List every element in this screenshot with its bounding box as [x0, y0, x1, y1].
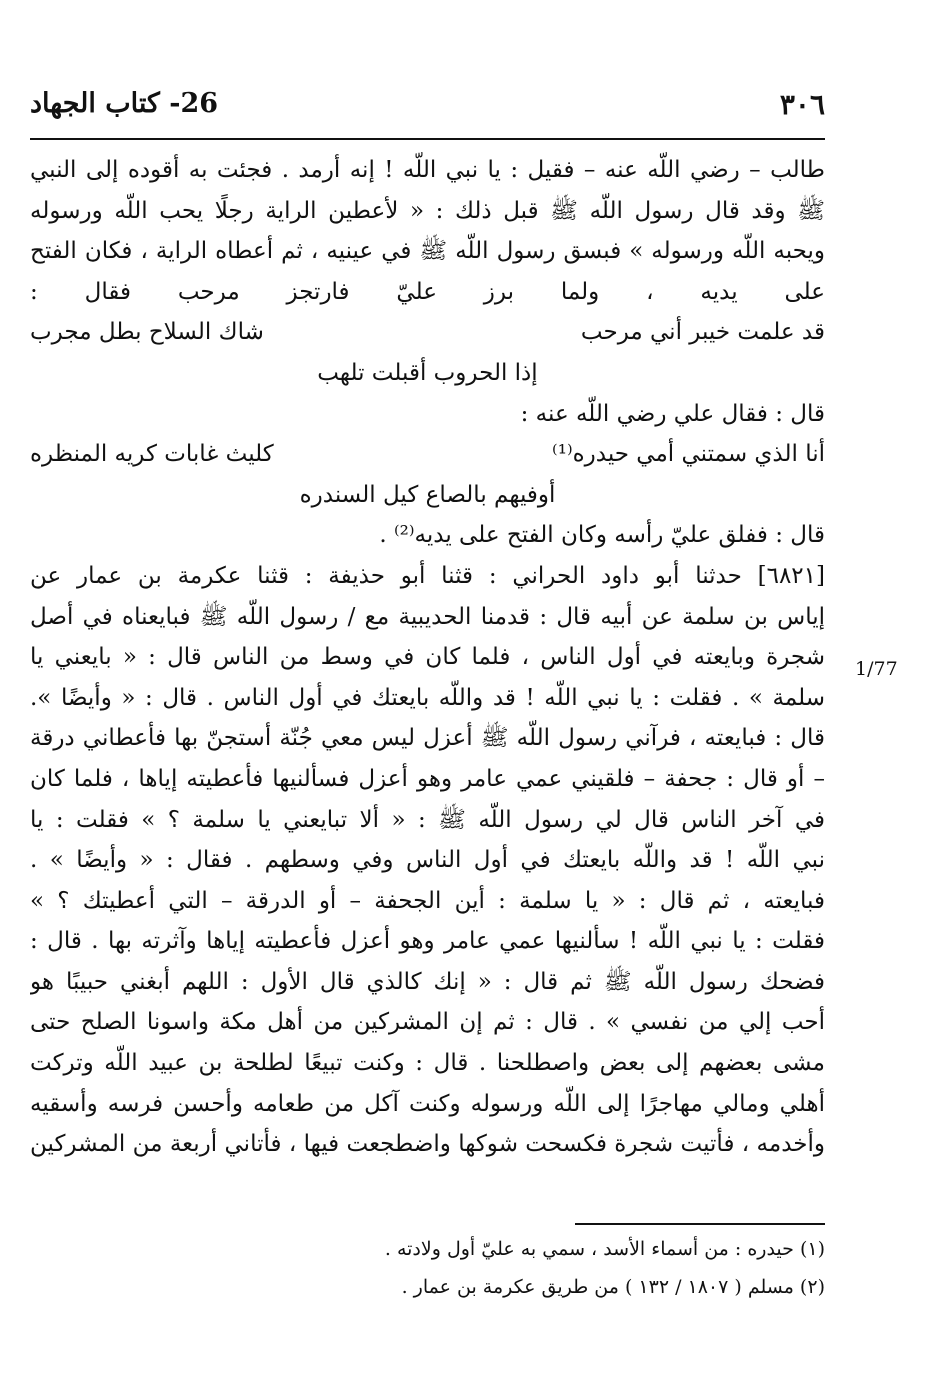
poem-hemistich-left: شاك السلاح بطل مجرب [30, 319, 264, 346]
text-line: قال : ففلق عليّ رأسه وكان الفتح على يديه⁽²⁾ . [379, 522, 825, 549]
text-line: أحب إلي من نفسي » . قال : ثم إن المشركين من أهل مكة واسونا الصلح حتى [30, 1009, 825, 1036]
header-rule [30, 138, 825, 140]
page-header [30, 80, 825, 128]
page-number: ٣٠٦ [779, 88, 825, 121]
poem-verse [30, 434, 825, 475]
text-line: قال : فقال علي رضي اللّه عنه : [520, 400, 825, 427]
text-line: وأخدمه ، فأتيت شجرة فكسحت شوكها واضطجعت فيها ، فأتاني أربعة من المشركين [30, 1131, 825, 1158]
main-text [30, 150, 825, 1165]
margin-reference: 1/77 [855, 658, 898, 680]
text-line: شجرة وبايعته في أول الناس ، فلما كان في وسط من الناس قال : « بايعني يا [30, 644, 825, 671]
hadith-number-line: [٦٨٢١] حدثنا أبو داود الحراني : قثنا أبو حذيفة : قثنا عكرمة بن عمار عن [30, 562, 825, 589]
text-line: ويحبه اللّه ورسوله » فبسق رسول اللّه ﷺ في عينيه ، ثم أعطاه الراية ، فكان الفتح [30, 238, 825, 265]
poem-verse [30, 312, 825, 353]
text-line: فبايعته ، ثم قال : « يا سلمة : أين الجحفة – أو الدرقة – التي أعطيتك ؟ » [30, 887, 825, 914]
poem-hemistich-right: أنا الذي سمتني أمي حيدره⁽¹⁾ [552, 441, 825, 468]
text-line: أهلي ومالي مهاجرًا إلى اللّه ورسوله وكنت آكل من طعامه وأحسن فرسه وأسقيه [30, 1090, 825, 1117]
footnote: (١) حيدره : من أسماء الأسد ، سمي به عليّ أول ولادته . [384, 1238, 825, 1260]
text-line: طالب – رضي اللّه عنه – فقيل : يا نبي اللّه ! إنه أرمد . فجئت به أقوده إلى النبي [30, 157, 825, 183]
text-line: سلمة » . فقلت : يا نبي اللّه ! قد واللّه بايعتك في أول الناس . قال : « وأيضًا ». [30, 684, 825, 711]
poem-verse-center: أوفيهم بالصاع كيل السندره [299, 481, 556, 508]
text-line: فضحك رسول اللّه ﷺ ثم قال : « إنك كالذي قال الأول : اللهم أبغني حبيبًا هو [30, 968, 825, 995]
footnote-rule [575, 1223, 825, 1225]
text-line: في آخر الناس قال لي رسول اللّه ﷺ : « ألا تبايعني يا سلمة ؟ » فقلت : يا [30, 806, 825, 833]
poem-verse-center: إذا الحروب أقبلت تلهب [317, 359, 538, 386]
text-line: ﷺ وقد قال رسول اللّه ﷺ قبل ذلك : « لأعطين الراية رجلًا يحب اللّه ورسوله [30, 197, 825, 224]
text-line: إياس بن سلمة عن أبيه قال : قدمنا الحديبية مع / رسول اللّه ﷺ فبايعناه في أصل [30, 603, 825, 630]
text-line: مشى بعضهم إلى بعض واصطلحنا . قال : وكنت تبيعًا لطلحة بن عبيد اللّه وتركت [30, 1050, 825, 1077]
text-line: فقلت : يا نبي اللّه ! سألنيها عمي عامر وهو أعزل فأعطيته إياها وآثرته بها . قال : [30, 928, 825, 955]
poem-hemistich-right: قد علمت خيبر أني مرحب [580, 319, 825, 346]
chapter-title: 26- كتاب الجهاد [30, 88, 219, 119]
text-line: قال : فبايعته ، فرآني رسول اللّه ﷺ أعزل ليس معي جُنّة أستجنّ بها فأعطاني درقة [30, 725, 825, 752]
poem-hemistich-left: كليث غابات كريه المنظره [30, 441, 274, 468]
text-line: – أو قال : جحفة – فلقيني عمي عامر وهو أعزل فسألنيها فأعطيته إياها ، فلما كان [30, 765, 825, 792]
text-line: نبي اللّه ! قد واللّه بايعتك في أول الناس وفي وسطهم . فقال : « وأيضًا » . [30, 847, 825, 874]
text-line: على يديه ، ولما برز عليّ فارتجز مرحب فقال : [30, 278, 825, 305]
footnote: (٢) مسلم ( ١٨٠٧ / ١٣٢ ) من طريق عكرمة بن عمار . [401, 1276, 825, 1298]
